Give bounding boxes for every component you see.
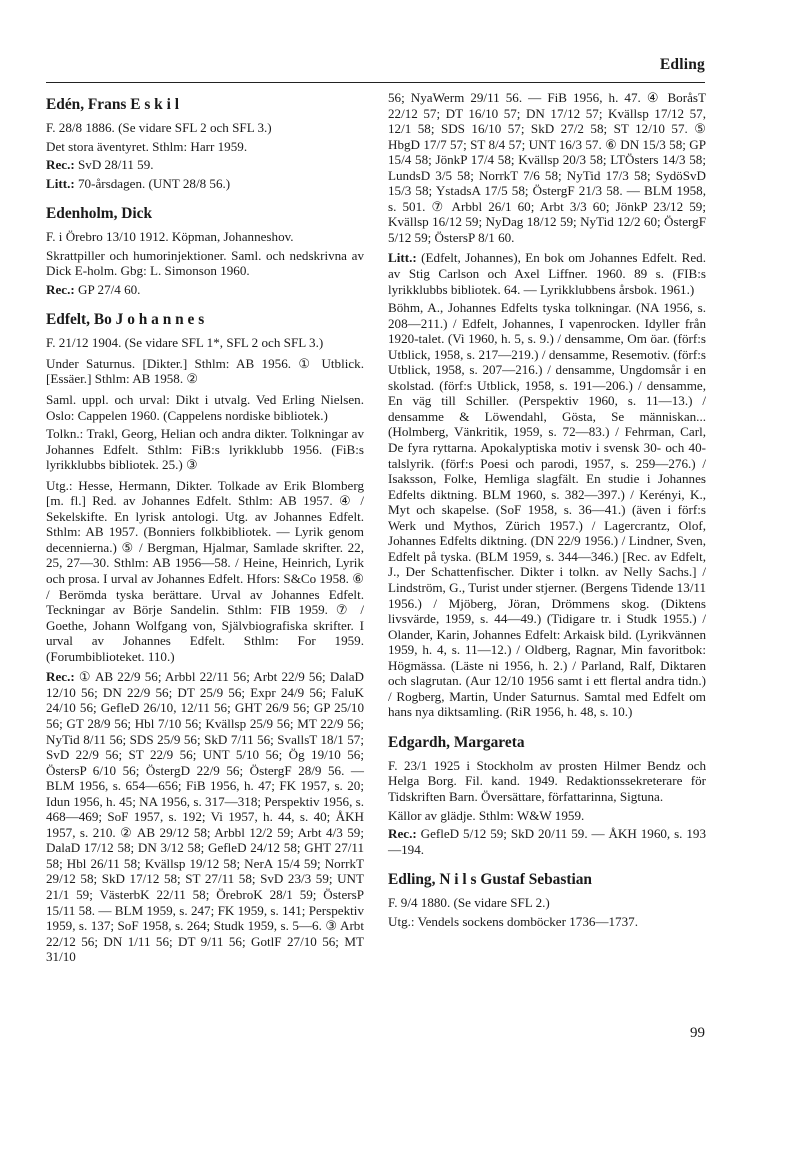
- running-head: Edling: [659, 56, 705, 73]
- section-label: Litt.:: [388, 250, 417, 266]
- entry-paragraph: 56; NyaWerm 29/11 56. — FiB 1956, h. 47. ④ BoråsT 22/12 57; DT 16/10 57; DN 17/12 57; Kvällsp 17/12 57, 12/1 58; SDS 16/10 57; SkD 27/2 58; ST 12/10 57. ⑤ HbgD 17/7 57; ST 8/4 57; UNT 16/3 57. ⑥ DN 15/3 58; GP 15/4 58; JönkP 17/4 58; Kvällsp 20/3 58; LTÖsters 14/3 58; LundsD 3/5 58; NorrkT 7/6 58; NyTid 17/3 58; SydöSvD 15/3 58; YstadsA 17/5 58; ÖstergF 21/3 58. — BLM 1958, s. 501. ⑦ Arbbl 26/1 60; Arbt 3/3 60; JönkP 23/12 59; Kvällsp 16/12 59; NyDag 18/12 59; NyTid 12/2 60; ÖstergF 5/12 59; ÖstersP 8/1 60.: [388, 90, 706, 245]
- entry-heading: Edfelt, Bo J o h a n n e s: [46, 311, 205, 329]
- entry-heading: Edén, Frans E s k i l: [46, 96, 179, 113]
- entry-paragraph: Det stora äventyret. Sthlm: Harr 1959.: [46, 138, 248, 154]
- entry-paragraph: F. 21/12 1904. (Se vidare SFL 1*, SFL 2 och SFL 3.): [46, 335, 324, 351]
- entry-paragraph: Rec.: ① AB 22/9 56; Arbbl 22/11 56; Arbt 22/9 56; DalaD 12/10 56; DN 22/9 56; DT 25/9 56; Expr 24/9 56; FaluK 24/10 56; GefleD 26/10, 12/11 56; GHT 26/9 56; GP 25/10 56; GT 28/9 56; Hbl 7/10 56; Kvällsp 25/9 56; MT 22/9 56; NyTid 8/11 56; SDS 25/9 56; SkD 7/11 56; SvallsT 18/1 57; SvD 22/9 56; ST 22/9 56; UNT 5/10 56; Ög 19/10 56; ÖstersP 6/10 56; ÖstergD 22/9 56; ÖstergF 28/9 56. — BLM 1956, s. 654—656; FiB 1956, h. 47; FK 1957, s. 20; Idun 1956, h. 45; NA 1956, s. 317—318; Perspektiv 1956, s. 468—469; SoF 1957, s. 192; Vi 1957, h. 44, s. 40; ÅKH 1957, s. 210. ② AB 29/12 58; Arbbl 12/2 59; Arbt 4/3 59; DalaD 17/12 58; DN 3/12 58; GefleD 24/12 58; GHT 27/11 58; Hbl 26/11 58; Kvällsp 19/12 58; NerA 15/4 59; NorrkT 29/12 58; SkD 17/12 58; ST 27/11 58; SvD 23/3 59; UNT 21/1 59; VästerbK 22/11 58; ÖrebroK 28/1 59; ÖstersP 15/11 58. — BLM 1959, s. 247; FK 1959, s. 141; Perspektiv 1959, s. 137; SoF 1958, s. 264; Studk 1959, s. 5—6. ③ Arbt 22/12 56; DN 1/11 56; DT 9/11 56; GotlF 27/10 56; MT 31/10: [46, 669, 364, 965]
- header-rule: [46, 82, 705, 83]
- entry-edenholm: [46, 205, 364, 297]
- section-label: Litt.:: [46, 175, 75, 191]
- entry-paragraph: Utg.: Vendels sockens domböcker 1736—1737.: [388, 913, 638, 929]
- entry-heading: Edling, N i l s Gustaf Sebastian: [388, 871, 592, 889]
- left-column: [46, 90, 364, 979]
- entry-paragraph: Tolkn.: Trakl, Georg, Helian och andra dikter. Tolkningar av Johannes Edfelt. Sthlm: FiB:s lyrikklubb 1956. (FiB:s lyrikklubbs bibliotek. 25.) ③: [46, 426, 364, 473]
- right-column: [388, 90, 706, 943]
- entry-paragraph: Saml. uppl. och urval: Dikt i utvalg. Ved Erling Nielsen. Oslo: Cappelen 1960. (Cappelens nordiske bibliotek.): [46, 392, 364, 423]
- entry-edgardh: [388, 734, 706, 857]
- entry-paragraph: F. 9/4 1880. (Se vidare SFL 2.): [388, 895, 550, 911]
- entry-paragraph: Källor av glädje. Sthlm: W&W 1959.: [388, 807, 585, 823]
- entry-paragraph: Litt.: (Edfelt, Johannes), En bok om Johannes Edfelt. Red. av Stig Carlson och Axel Liffner. 1960. 89 s. (FIB:s lyrikklubbs bibliotek. 64. — Lyrikklubbens årsbok. 1961.): [388, 250, 706, 297]
- entry-paragraph: Böhm, A., Johannes Edfelts tyska tolkningar. (NA 1956, s. 208—211.) / Edfelt, Johannes, I vapenrocken. Idyller från 1920-talet. (Vi 1960, h. 5, s. 9.) / densamme, Om öar. (förf:s Utblick, 1958, s. 217—219.) / densamme, Resemotiv. (förf:s Utblick, 1958, s. 207—216.) / densamme, Ungdomsår i en skolstad. (förf:s Utblick, 1958, s. 191—206.) / densamme, En väg till Schiller. (Perspektiv 1960, s. 11—13.) / densamme & Löwendahl, Gösta, Se människan... (Holmberg, Vänkritik, 1959, s. 72—83.) / Fehrman, Carl, De fyra ryttarna. Apokalyptiska motiv i svensk 30- och 40-talslyrik. (förf:s Poesi och parodi, 1957, s. 259—276.) / Isaksson, Folke, Hemliga slagfält. En studie i Johannes Edfelts diktning. BLM 1960, s. 382—397.) / Kerényi, K., Myt och skapelse. (SoF 1958, s. 36—41.) (även i förf:s Werk und Mythos, Zürich 1957.) / Lagercrantz, Olof, Johannes Edfelts diktning. (DN 22/9 1956.) / Lindner, Sven, Edfelt på tyska. (BLM 1959, s. 344—346.) [Rec. av Edfelt, J., Der Schattenfischer. Dikter i tolkn. av Nelly Sachs.] / Lindström, G., Turist under stjerner. (Bergens Tidende 13/11 1956.) / Mjöberg, Jöran, Drömmens skog. (Diktens livsvärde, 1959, s. 44—49.) (Tidigare tr. i Studk 1955.) / Olander, Karin, Johannes Edfelt: Arkaisk bild. (Lyrikvännen 1959, h. 4, s. 11—12.) / Oldberg, Ragnar, Min favoritbok: Högmässa. (Läste ni 1956, h. 2.) / Parland, Ralf, Diktaren och slagrutan. (Aur 12/10 1956 samt i ett flertal andra tidn.) / Rogberg, Martin, Under Saturnus. Samtal med Edfelt om hans nya diktsamling. (RiR 1956, h. 48, s. 10.): [388, 300, 706, 720]
- entry-eden: [46, 96, 364, 191]
- entry-paragraph: Litt.: 70-årsdagen. (UNT 28/8 56.): [46, 175, 231, 191]
- entry-paragraph: Rec.: GP 27/4 60.: [46, 281, 141, 297]
- entry-paragraph: Utg.: Hesse, Hermann, Dikter. Tolkade av Erik Blomberg [m. fl.] Red. av Johannes Edfelt. Sthlm: AB 1957. ④ / Sekelskifte. En lyrisk antologi. Utg. av Johannes Edfelt. Sthlm: AB 1957. (Bonniers folkbibliotek. — Lyrik genom decennierna.) ⑤ / Bergman, Hjalmar, Samlade skrifter. 22, 25, 27—30. Sthlm: AB 1956—58. / Heine, Heinrich, Lyrik och prosa. I urval av Johannes Edfelt. Hfors: S&Co 1958. ⑥ / Berömda tyska berättare. Urval av Johannes Edfelt. Teckningar av Börje Sandelin. Sthlm: FIB 1959. ⑦ / Goethe, Johann Wolfgang von, Självbiografiska skrifter. I urval av Johannes Edfelt. Sthlm: For 1959. (Forumbiblioteket. 110.): [46, 477, 364, 664]
- entry-paragraph: Rec.: SvD 28/11 59.: [46, 157, 154, 173]
- entry-paragraph: F. 28/8 1886. (Se vidare SFL 2 och SFL 3.): [46, 120, 272, 135]
- page-number: 99: [690, 1025, 705, 1041]
- entry-heading: Edgardh, Margareta: [388, 733, 525, 751]
- entry-edfelt: [46, 311, 364, 964]
- entry-edling: [388, 871, 706, 929]
- entry-edfelt-continued: [388, 90, 706, 720]
- entry-heading: Edenholm, Dick: [46, 205, 153, 223]
- section-label: Rec.:: [46, 669, 75, 685]
- section-label: Rec.:: [46, 157, 75, 173]
- entry-paragraph: F. 23/1 1925 i Stockholm av prosten Hilmer Bendz och Helga Borg. Fil. kand. 1949. Redaktionssekreterare för Tidskriften Barn. Översättare, författarinna, Sigtuna.: [388, 757, 706, 804]
- entry-paragraph: Under Saturnus. [Dikter.] Sthlm: AB 1956. ① Utblick. [Essäer.] Sthlm: AB 1958. ②: [46, 355, 364, 387]
- section-label: Rec.:: [46, 281, 75, 297]
- entry-paragraph: Rec.: GefleD 5/12 59; SkD 20/11 59. — ÅKH 1960, s. 193—194.: [388, 826, 706, 857]
- section-label: Rec.:: [388, 826, 417, 842]
- entry-paragraph: Skrattpiller och humorinjektioner. Saml. och nedskrivna av Dick E-holm. Gbg: L. Simonson 1960.: [46, 247, 364, 279]
- entry-paragraph: F. i Örebro 13/10 1912. Köpman, Johanneshov.: [46, 229, 294, 245]
